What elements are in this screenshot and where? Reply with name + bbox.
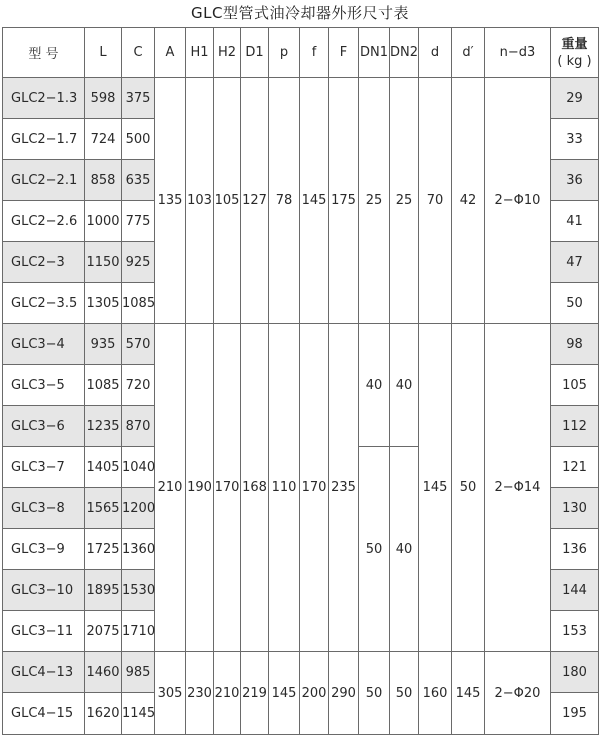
header-model: 型 号 (3, 28, 85, 78)
weight-cell: 98 (551, 324, 599, 365)
L-cell: 858 (85, 160, 122, 201)
weight-cell: 36 (551, 160, 599, 201)
model-cell: GLC3−10 (3, 570, 85, 611)
L-cell: 1235 (85, 406, 122, 447)
L-cell: 1460 (85, 652, 122, 693)
header-d-prime: d′ (452, 28, 485, 78)
glc3-DN1-a: 40 (359, 324, 390, 447)
model-cell: GLC2−1.3 (3, 78, 85, 119)
model-cell: GLC3−7 (3, 447, 85, 488)
glc3-H2: 170 (214, 324, 241, 652)
glc2-F: 175 (329, 78, 359, 324)
model-cell: GLC2−3.5 (3, 283, 85, 324)
glc4-H1: 230 (186, 652, 214, 735)
C-cell: 375 (122, 78, 155, 119)
glc4-F: 290 (329, 652, 359, 735)
glc2-DN1: 25 (359, 78, 390, 324)
glc2-A: 135 (155, 78, 186, 324)
C-cell: 1145 (122, 693, 155, 735)
L-cell: 598 (85, 78, 122, 119)
header-weight-unit: ( kg ) (557, 53, 592, 69)
glc3-A: 210 (155, 324, 186, 652)
glc3-n-d3: 2−Φ14 (485, 324, 551, 652)
header-DN2: DN2 (390, 28, 419, 78)
glc3-d: 145 (419, 324, 452, 652)
C-cell: 870 (122, 406, 155, 447)
glc3-DN1-b: 50 (359, 447, 390, 652)
L-cell: 1725 (85, 529, 122, 570)
model-cell: GLC2−3 (3, 242, 85, 283)
L-cell: 1895 (85, 570, 122, 611)
glc4-p: 145 (269, 652, 300, 735)
glc4-DN2: 50 (390, 652, 419, 735)
model-cell: GLC3−8 (3, 488, 85, 529)
weight-cell: 195 (551, 693, 599, 735)
header-f: f (300, 28, 329, 78)
header-F: F (329, 28, 359, 78)
glc4-H2: 210 (214, 652, 241, 735)
L-cell: 1150 (85, 242, 122, 283)
C-cell: 1200 (122, 488, 155, 529)
C-cell: 1530 (122, 570, 155, 611)
weight-cell: 153 (551, 611, 599, 652)
header-d: d (419, 28, 452, 78)
C-cell: 500 (122, 119, 155, 160)
header-H1: H1 (186, 28, 214, 78)
weight-cell: 50 (551, 283, 599, 324)
weight-cell: 144 (551, 570, 599, 611)
header-n-d3: n−d3 (485, 28, 551, 78)
header-L: L (85, 28, 122, 78)
header-weight-label: 重量 (561, 36, 588, 52)
glc4-n-d3: 2−Φ20 (485, 652, 551, 735)
glc4-D1: 219 (241, 652, 269, 735)
glc4-d-prime: 145 (452, 652, 485, 735)
glc3-DN2-a: 40 (390, 324, 419, 447)
C-cell: 775 (122, 201, 155, 242)
L-cell: 1000 (85, 201, 122, 242)
header-DN1: DN1 (359, 28, 390, 78)
model-cell: GLC2−2.1 (3, 160, 85, 201)
glc4-d: 160 (419, 652, 452, 735)
weight-cell: 121 (551, 447, 599, 488)
glc4-A: 305 (155, 652, 186, 735)
glc4-f: 200 (300, 652, 329, 735)
model-cell: GLC3−9 (3, 529, 85, 570)
table-row (3, 324, 599, 365)
L-cell: 1620 (85, 693, 122, 735)
glc3-H1: 190 (186, 324, 214, 652)
header-A: A (155, 28, 186, 78)
C-cell: 720 (122, 365, 155, 406)
glc2-DN2: 25 (390, 78, 419, 324)
model-cell: GLC3−5 (3, 365, 85, 406)
glc2-H2: 105 (214, 78, 241, 324)
C-cell: 1040 (122, 447, 155, 488)
glc2-n-d3: 2−Φ10 (485, 78, 551, 324)
header-weight (551, 28, 599, 78)
glc2-D1: 127 (241, 78, 269, 324)
C-cell: 1360 (122, 529, 155, 570)
C-cell: 1085 (122, 283, 155, 324)
glc2-H1: 103 (186, 78, 214, 324)
C-cell: 985 (122, 652, 155, 693)
L-cell: 724 (85, 119, 122, 160)
weight-cell: 130 (551, 488, 599, 529)
glc3-D1: 168 (241, 324, 269, 652)
L-cell: 1565 (85, 488, 122, 529)
model-cell: GLC3−11 (3, 611, 85, 652)
weight-cell: 105 (551, 365, 599, 406)
header-H2: H2 (214, 28, 241, 78)
model-cell: GLC3−4 (3, 324, 85, 365)
page-title: GLC型管式油冷却器外形尺寸表 (191, 4, 409, 22)
L-cell: 1405 (85, 447, 122, 488)
header-p: p (269, 28, 300, 78)
model-cell: GLC3−6 (3, 406, 85, 447)
dimension-table (2, 27, 599, 735)
L-cell: 1085 (85, 365, 122, 406)
weight-cell: 180 (551, 652, 599, 693)
glc2-p: 78 (269, 78, 300, 324)
C-cell: 925 (122, 242, 155, 283)
L-cell: 935 (85, 324, 122, 365)
weight-cell: 136 (551, 529, 599, 570)
glc3-d-prime: 50 (452, 324, 485, 652)
header-C: C (122, 28, 155, 78)
glc3-p: 110 (269, 324, 300, 652)
table-row (3, 652, 599, 693)
weight-cell: 33 (551, 119, 599, 160)
model-cell: GLC2−1.7 (3, 119, 85, 160)
weight-cell: 47 (551, 242, 599, 283)
header-row (3, 28, 599, 78)
C-cell: 1710 (122, 611, 155, 652)
glc2-d-prime: 42 (452, 78, 485, 324)
weight-cell: 112 (551, 406, 599, 447)
header-D1: D1 (241, 28, 269, 78)
C-cell: 635 (122, 160, 155, 201)
L-cell: 2075 (85, 611, 122, 652)
weight-cell: 41 (551, 201, 599, 242)
L-cell: 1305 (85, 283, 122, 324)
glc2-f: 145 (300, 78, 329, 324)
C-cell: 570 (122, 324, 155, 365)
glc2-d: 70 (419, 78, 452, 324)
model-cell: GLC2−2.6 (3, 201, 85, 242)
glc3-f: 170 (300, 324, 329, 652)
weight-cell: 29 (551, 78, 599, 119)
table-row (3, 78, 599, 119)
glc4-DN1: 50 (359, 652, 390, 735)
model-cell: GLC4−13 (3, 652, 85, 693)
glc3-F: 235 (329, 324, 359, 652)
glc3-DN2-b: 40 (390, 447, 419, 652)
model-cell: GLC4−15 (3, 693, 85, 735)
